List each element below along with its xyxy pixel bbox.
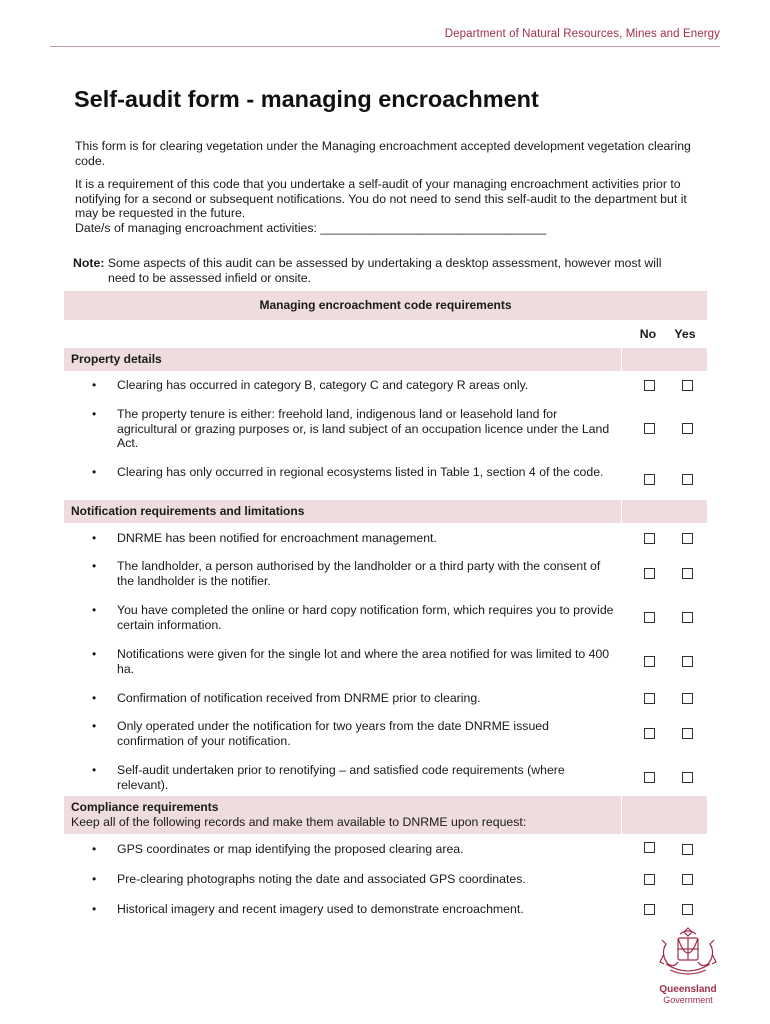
bullet: •	[92, 531, 97, 545]
bullet: •	[92, 763, 97, 777]
bullet: •	[92, 872, 97, 886]
checkbox-yes[interactable]	[682, 568, 693, 579]
checkbox-no[interactable]	[644, 423, 655, 434]
bullet: •	[92, 378, 97, 392]
checkbox-no[interactable]	[644, 728, 655, 739]
note-text-line2: need to be assessed infield or onsite.	[108, 270, 312, 285]
checkbox-yes[interactable]	[682, 874, 693, 885]
list-item	[64, 523, 707, 553]
item-text: The landholder, a person authorised by the landholder or a third party with the consent of the landholder is the notifier.	[117, 559, 601, 588]
bullet: •	[92, 647, 97, 661]
checkbox-yes[interactable]	[682, 380, 693, 391]
item-text: GPS coordinates or map identifying the proposed clearing area.	[117, 842, 464, 856]
checkbox-yes[interactable]	[682, 772, 693, 783]
checkbox-no[interactable]	[644, 874, 655, 885]
list-item	[64, 457, 707, 500]
note-label: Note:	[73, 256, 105, 270]
checkbox-yes[interactable]	[682, 728, 693, 739]
checkbox-yes[interactable]	[682, 612, 693, 623]
intro-paragraph-2: It is a requirement of this code that you undertake a self-audit of your managing encroachment activities prior to notifying for a second or subsequent notifications. You do not need to send this self-audit to the department but it may be requested in the future.	[75, 177, 687, 220]
list-item	[64, 553, 707, 596]
list-item	[64, 399, 707, 457]
section-title: Notification requirements and limitations	[71, 504, 305, 518]
list-item	[64, 864, 707, 894]
coat-of-arms-icon	[648, 924, 728, 978]
checkbox-no[interactable]	[644, 772, 655, 783]
bullet: •	[92, 842, 97, 856]
checkbox-no[interactable]	[644, 904, 655, 915]
list-item	[64, 640, 707, 683]
logo-text-line2: Government	[663, 995, 713, 1005]
item-text: Historical imagery and recent imagery used to demonstrate encroachment.	[117, 902, 524, 916]
item-text: Pre-clearing photographs noting the date and associated GPS coordinates.	[117, 872, 526, 886]
table-heading: Managing encroachment code requirements	[64, 291, 707, 320]
logo-text-line1: Queensland	[659, 984, 717, 995]
checkbox-no[interactable]	[644, 656, 655, 667]
date-field-line[interactable]: Date/s of managing encroachment activities: _________________________________	[75, 220, 547, 235]
checkbox-yes[interactable]	[682, 693, 693, 704]
checkbox-yes[interactable]	[682, 423, 693, 434]
bullet: •	[92, 719, 97, 733]
section-subtitle: Keep all of the following records and make them available to DNRME upon request:	[71, 815, 527, 829]
checkbox-yes[interactable]	[682, 474, 693, 485]
section-notification-requirements	[64, 500, 707, 523]
checkbox-no[interactable]	[644, 693, 655, 704]
header-divider	[50, 46, 720, 47]
list-item	[64, 371, 707, 399]
bullet: •	[92, 559, 97, 573]
checkbox-no[interactable]	[644, 612, 655, 623]
item-text: Clearing has only occurred in regional ecosystems listed in Table 1, section 4 of the code.	[117, 465, 604, 479]
page-title: Self-audit form - managing encroachment	[74, 86, 539, 112]
column-no: No	[639, 327, 657, 341]
section-compliance-requirements	[64, 796, 707, 834]
section-title: Property details	[71, 352, 162, 366]
item-text: The property tenure is either: freehold land, indigenous land or leasehold land for agricultural or grazing purposes or, is land subject of an occupation licence under the Land Act.	[117, 407, 610, 450]
item-text: Confirmation of notification received from DNRME prior to clearing.	[117, 691, 481, 705]
column-yes: Yes	[674, 327, 696, 341]
list-item	[64, 683, 707, 712]
section-property-details	[64, 348, 707, 371]
checkbox-yes[interactable]	[682, 904, 693, 915]
checkbox-yes[interactable]	[682, 844, 693, 855]
checkbox-yes[interactable]	[682, 656, 693, 667]
intro-paragraph-1: This form is for clearing vegetation under the Managing encroachment accepted development vegetation clearing code.	[75, 139, 691, 168]
item-text: You have completed the online or hard copy notification form, which requires you to provide certain information.	[117, 603, 614, 632]
item-text: Only operated under the notification for two years from the date DNRME issued confirmation of your notification.	[117, 719, 549, 748]
section-title: Compliance requirements	[71, 800, 219, 814]
checkbox-no[interactable]	[644, 533, 655, 544]
bullet: •	[92, 691, 97, 705]
list-item	[64, 834, 707, 864]
item-text: DNRME has been notified for encroachment management.	[117, 531, 437, 545]
bullet: •	[92, 407, 97, 421]
requirements-table	[64, 291, 707, 924]
note	[73, 256, 713, 285]
queensland-government-logo	[648, 924, 728, 1005]
list-item	[64, 596, 707, 640]
item-text: Notifications were given for the single lot and where the area notified for was limited to 400 ha.	[117, 647, 610, 676]
note-text-line1: Some aspects of this audit can be assessed by undertaking a desktop assessment, however most will	[107, 256, 662, 270]
column-header-row	[64, 320, 707, 348]
item-text: Self-audit undertaken prior to renotifying – and satisfied code requirements (where relevant).	[117, 763, 565, 792]
checkbox-no[interactable]	[644, 474, 655, 485]
list-item	[64, 756, 707, 796]
department-header: Department of Natural Resources, Mines and Energy	[444, 28, 720, 40]
checkbox-no[interactable]	[644, 842, 655, 853]
checkbox-no[interactable]	[644, 568, 655, 579]
intro-text	[75, 139, 705, 244]
bullet: •	[92, 902, 97, 916]
list-item	[64, 712, 707, 756]
bullet: •	[92, 465, 97, 479]
list-item	[64, 894, 707, 924]
checkbox-yes[interactable]	[682, 533, 693, 544]
checkbox-no[interactable]	[644, 380, 655, 391]
bullet: •	[92, 603, 97, 617]
item-text: Clearing has occurred in category B, category C and category R areas only.	[117, 378, 529, 392]
